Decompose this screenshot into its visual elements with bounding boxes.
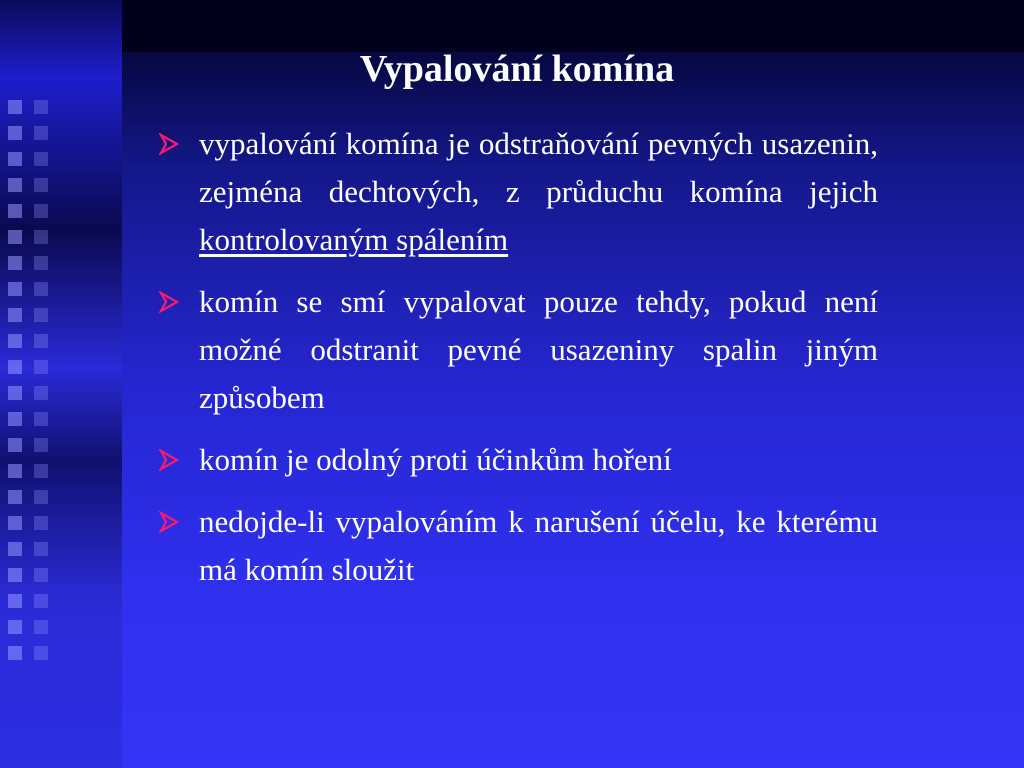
bullet-text: komín se smí vypalovat pouze tehdy, pokud není možné odstranit pevné usazeniny spalin jiným způsobem <box>199 284 878 415</box>
bullet-item <box>158 120 878 264</box>
bullet-list <box>158 120 878 608</box>
arrow-bullet-icon <box>158 291 184 315</box>
arrow-bullet-icon <box>158 511 184 535</box>
arrow-bullet-icon <box>158 449 184 473</box>
bullet-item <box>158 278 878 422</box>
bullet-text <box>199 120 878 264</box>
bullet-item <box>158 436 878 484</box>
bullet-item <box>158 498 878 594</box>
bullet-text: nedojde-li vypalováním k narušení účelu, ke kterému má komín sloužit <box>199 504 878 587</box>
bullet-text: komín je odolný proti účinkům hoření <box>199 442 672 477</box>
arrow-bullet-icon <box>158 133 184 157</box>
hyperlink-text[interactable]: kontrolovaným spálením <box>199 222 509 257</box>
decorative-squares <box>8 100 30 660</box>
slide-title: Vypalování komína <box>359 48 675 90</box>
bullet-text-content: vypalování komína je odstraňování pevných usazenin, zejména dechtových, z průduchu komína jejich <box>199 126 878 209</box>
decorative-left-band <box>0 0 122 768</box>
decorative-squares-secondary <box>34 100 56 660</box>
